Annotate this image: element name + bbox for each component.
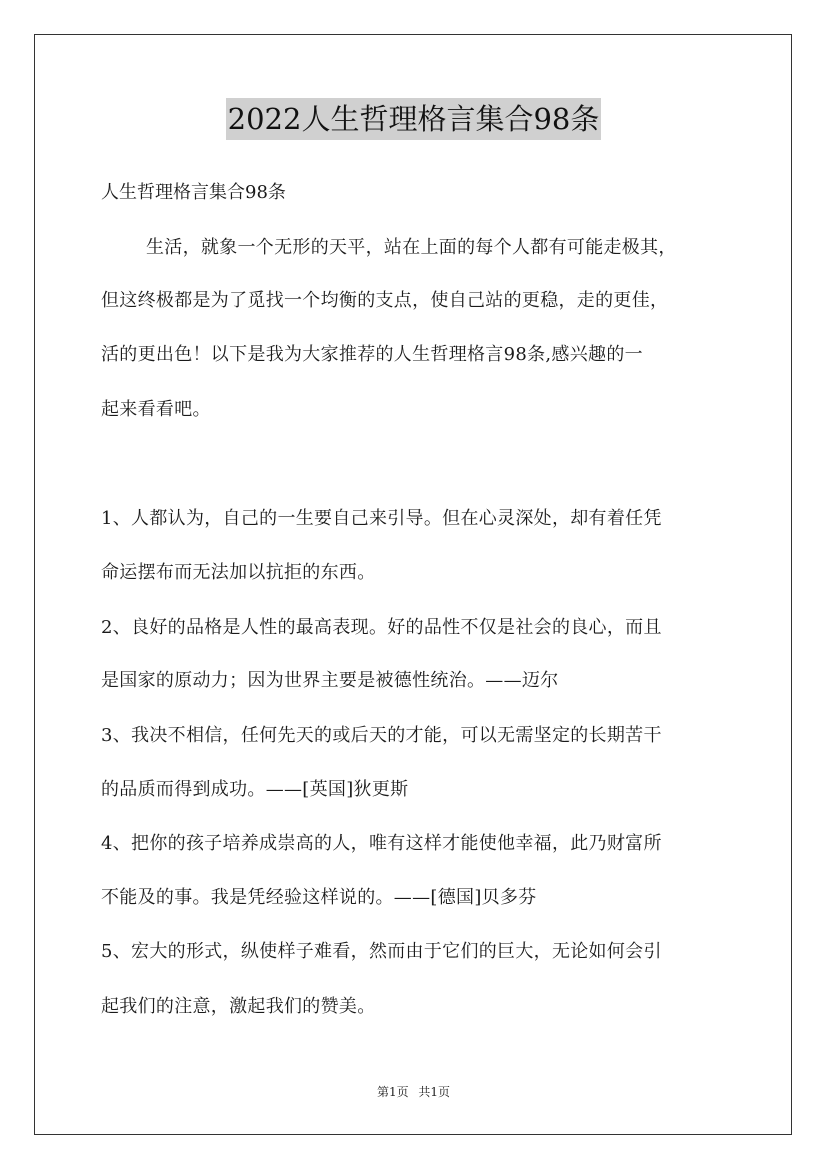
document-title: 2022人生哲理格言集合98条 <box>226 98 602 140</box>
quote-line: 起我们的注意，激起我们的赞美。 <box>101 996 376 1017</box>
page-total: 共1页 <box>418 1085 451 1099</box>
intro-line: 活的更出色！以下是我为大家推荐的人生哲理格言98条,感兴趣的一 <box>101 344 643 365</box>
document-subtitle: 人生哲理格言集合98条 <box>101 182 286 203</box>
quote-line: 2、良好的品格是人性的最高表现。好的品性不仅是社会的良心，而且 <box>101 617 662 638</box>
intro-line: 生活，就象一个无形的天平，站在上面的每个人都有可能走极其， <box>146 237 677 258</box>
quote-line: 命运摆布而无法加以抗拒的东西。 <box>101 562 376 583</box>
intro-line: 但这终极都是为了觅找一个均衡的支点，使自己站的更稳，走的更佳， <box>101 290 669 311</box>
quote-line: 5、宏大的形式，纵使样子难看，然而由于它们的巨大，无论如何会引 <box>101 941 662 962</box>
quote-line: 1、人都认为，自己的一生要自己来引导。但在心灵深处，却有着任凭 <box>101 508 662 529</box>
quote-line: 是国家的原动力；因为世界主要是被德性统治。——迈尔 <box>101 670 559 691</box>
page-footer <box>0 1083 827 1101</box>
intro-line: 起来看看吧。 <box>101 399 211 420</box>
page-number: 第1页 <box>376 1085 409 1099</box>
quote-line: 3、我决不相信，任何先天的或后天的才能，可以无需坚定的长期苦干 <box>101 725 662 746</box>
title-container <box>0 98 827 140</box>
quote-line: 不能及的事。我是凭经验这样说的。——[德国]贝多芬 <box>101 887 537 908</box>
quote-line: 4、把你的孩子培养成崇高的人，唯有这样才能使他幸福，此乃财富所 <box>101 833 662 854</box>
quote-line: 的品质而得到成功。——[英国]狄更斯 <box>101 779 409 800</box>
